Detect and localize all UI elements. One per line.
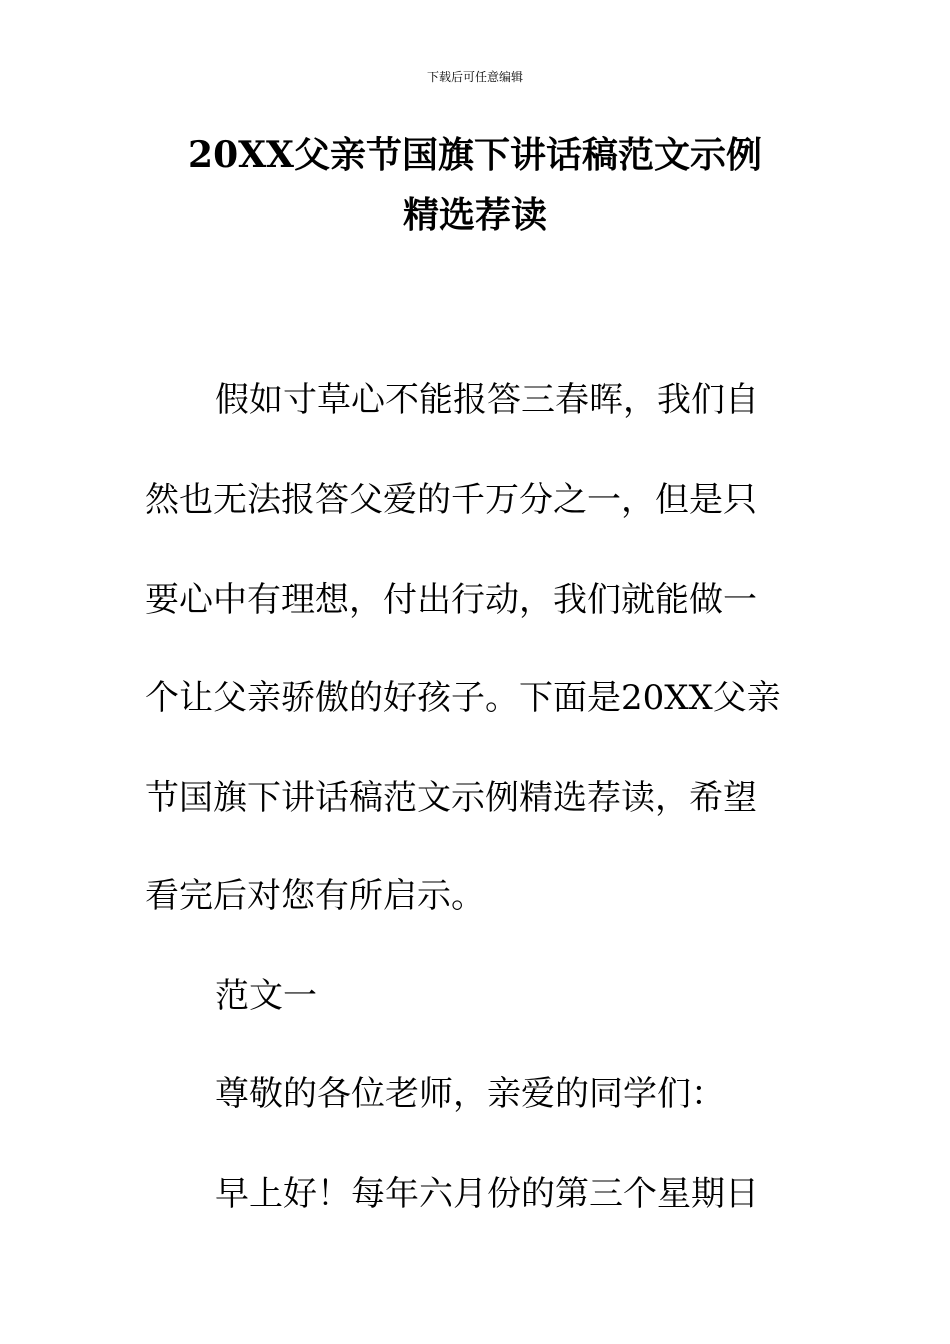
- paragraph-line: 早上好！每年六月份的第三个星期日: [215, 1174, 759, 1214]
- header-note: 下载后可任意编辑: [426, 70, 523, 84]
- paragraph-line: 假如寸草心不能报答三春晖，我们自: [215, 380, 759, 420]
- paragraph-line: 个让父亲骄傲的好孩子。下面是20XX父亲: [145, 678, 781, 718]
- paragraph-line: 要心中有理想，付出行动，我们就能做一: [145, 580, 757, 620]
- paragraph-line: 然也无法报答父爱的千万分之一，但是只: [145, 480, 757, 520]
- salutation-line: 尊敬的各位老师，亲爱的同学们：: [215, 1074, 725, 1114]
- paragraph-line: 看完后对您有所启示。: [145, 876, 485, 916]
- paragraph-line: 节国旗下讲话稿范文示例精选荐读，希望: [145, 778, 757, 818]
- title-line-1: 20XX父亲节国旗下讲话稿范文示例: [188, 134, 762, 176]
- title-line-2: 精选荐读: [402, 194, 547, 236]
- document-title: [140, 125, 810, 245]
- section-heading: 范文一: [215, 976, 317, 1016]
